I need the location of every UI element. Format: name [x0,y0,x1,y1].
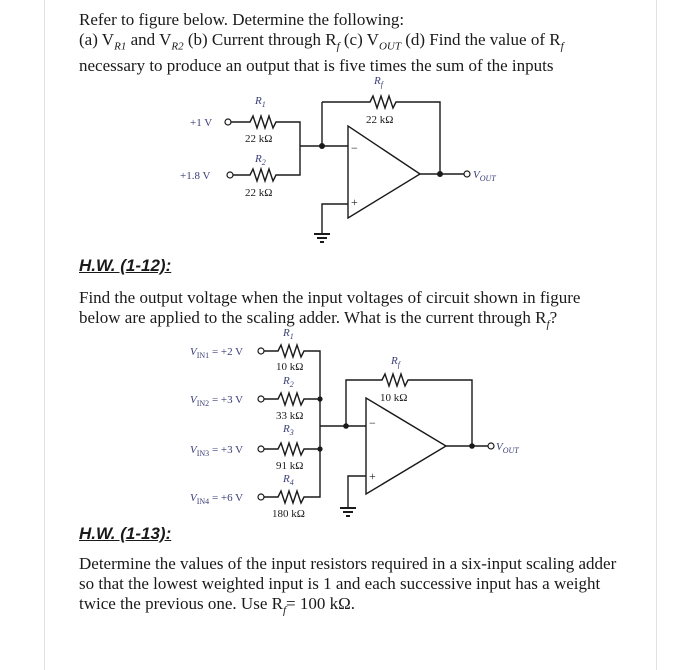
c2-output-node [469,443,475,449]
c2-r3-value: 91 kΩ [276,460,304,472]
c2-r2-resistor [264,393,320,405]
task-d: (d) Find the value of R [400,30,561,49]
c2-vout-terminal [488,443,494,449]
c2-input-4-label: $V_{IN4} = +6$ V [190,492,244,506]
task-b-sub: f [336,40,340,53]
circuit-1-diagram [170,66,700,256]
input-1-terminal [225,119,231,125]
c2-r2-value: 33 kΩ [276,410,304,422]
ground-wire [322,204,348,234]
op-amp-2 [366,398,446,494]
c2-input-1-terminal [258,348,264,354]
hw-1-12-line2-text: below are applied to the scaling adder. What is the current through R [79,308,547,327]
hw-1-13-line3-end: = 100 kΩ. [286,594,355,613]
r2-resistor [233,146,300,181]
hw-1-13-line1: Determine the values of the input resistors required in a six-input scaling adder [79,554,617,573]
task-c: (c) V [339,30,379,49]
c2-rf-value: 10 kΩ [380,392,408,404]
c2-vout-label: $V_{OUT}$ [496,441,519,455]
c2-input-2-label: $V_{IN2} = +3$ V [190,394,244,408]
task-d-sub: f [560,40,564,53]
task-a-and: and V [126,30,172,49]
c2-input-3-label: $V_{IN3} = +3$ V [190,444,244,458]
plus-sign: + [351,195,358,209]
hw-1-13-line2: so that the lowest weighted input is 1 and each successive input has a weight [79,574,601,593]
hw-1-13-text [79,554,639,620]
output-node [437,171,443,177]
minus-sign: − [351,141,358,155]
input-1-label: +1 V [190,117,213,129]
hw-1-13-line3-sub: f [282,604,287,617]
page-border-left [44,0,45,670]
vout-terminal [464,171,470,177]
task-a-sub: R1 [114,40,127,53]
hw-1-12-line2-end: ? [549,308,558,327]
circuit-2-diagram [186,326,526,520]
c2-r4-value: 180 kΩ [272,508,305,520]
c2-r1-label: $R_1$ [283,327,294,341]
hw-1-12-heading: H.W. (1-12): [79,256,172,275]
c2-input-2-terminal [258,396,264,402]
hw-1-13-line3-text: twice the previous one. Use R [79,594,283,613]
c2-input-1-label: $V_{IN1} = +2$ V [190,346,244,360]
op-amp-1 [348,126,420,218]
hw-1-12-line2-sub: f [546,318,550,331]
problem-1-line3: necessary to produce an output that is five times the sum of the inputs [79,56,554,76]
vout-label: $V_{OUT}$ [473,169,496,183]
hw-1-12-line1: Find the output voltage when the input voltages of circuit shown in figure [79,288,581,307]
junction-node [319,143,325,149]
r1-value: 22 kΩ [245,133,273,145]
task-b: (b) Current through R [183,30,337,49]
rf-label: $R_f$ [374,75,383,89]
c2-r1-value: 10 kΩ [276,361,304,373]
problem-1-tasks [79,30,639,56]
c2-node-2 [317,396,322,401]
c2-ground-icon [340,508,356,516]
task-a: (a) V [79,30,115,49]
r2-value: 22 kΩ [245,187,273,199]
rf-value: 22 kΩ [366,114,394,126]
c2-r4-resistor [264,449,320,503]
hw-1-13-heading: H.W. (1-13): [79,524,172,543]
c2-rf-label: $R_f$ [391,355,400,369]
ground-icon [314,234,330,242]
c2-ground-wire [348,476,366,508]
input-2-terminal [227,172,233,178]
hw-1-13-line3 [79,594,639,620]
r2-label: $R_2$ [255,153,266,167]
input-2-label: +1.8 V [180,170,211,182]
c2-r3-label: $R_3$ [283,423,294,437]
c2-input-4-terminal [258,494,264,500]
c2-minus-sign: − [369,416,376,430]
r1-label: $R_1$ [255,95,266,109]
task-a-sub2: R2 [171,40,184,53]
c2-plus-sign: + [369,469,376,483]
c2-input-3-terminal [258,446,264,452]
c2-r4-label: $R_4$ [283,473,294,487]
problem-1-intro: Refer to figure below. Determine the following: [79,10,405,29]
task-c-sub: OUT [378,40,401,53]
c2-r2-label: $R_2$ [283,375,294,389]
